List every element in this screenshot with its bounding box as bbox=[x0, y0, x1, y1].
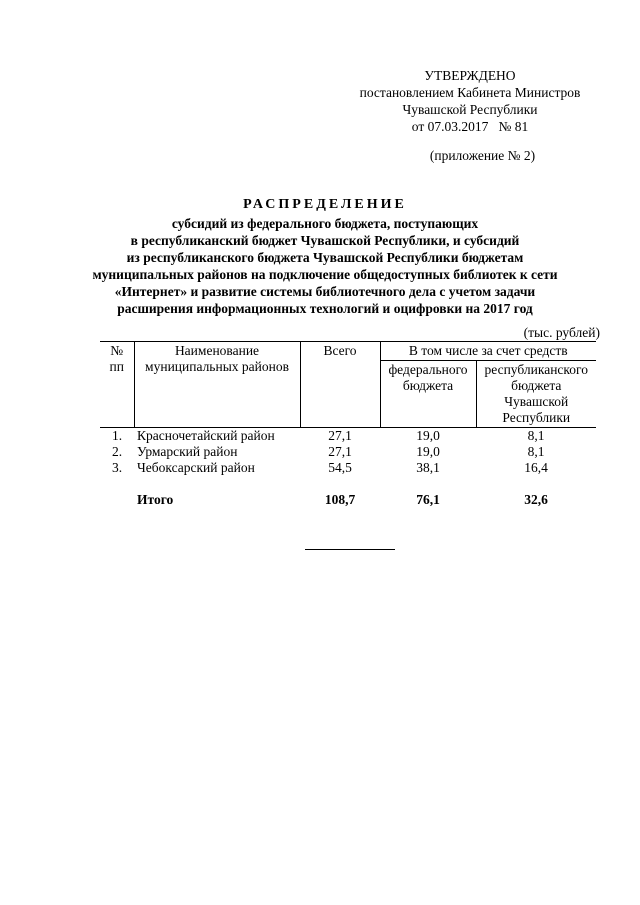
table-row bbox=[100, 444, 596, 460]
header-republic-budget: республиканского бюджета Чувашской Республики bbox=[476, 361, 596, 428]
row-total: 54,5 bbox=[328, 460, 352, 475]
header-number: № пп bbox=[100, 342, 134, 428]
row-republic: 8,1 bbox=[527, 444, 545, 459]
header-funding-sources: В том числе за счет средств bbox=[380, 342, 596, 361]
total-sum: 108,7 bbox=[324, 492, 356, 507]
approval-block bbox=[340, 67, 600, 135]
row-federal: 19,0 bbox=[416, 428, 440, 443]
title-line: из республиканского бюджета Чувашской Республики бюджетам bbox=[126, 250, 524, 265]
title-line: «Интернет» и развитие системы библиотечного дела с учетом задачи bbox=[114, 284, 536, 299]
row-republic: 16,4 bbox=[524, 460, 548, 475]
header-federal-budget: федерального бюджета bbox=[380, 361, 476, 428]
row-total: 27,1 bbox=[328, 444, 352, 459]
row-federal: 38,1 bbox=[416, 460, 440, 475]
appendix-note: (приложение № 2) bbox=[429, 148, 536, 163]
total-federal: 76,1 bbox=[416, 492, 440, 507]
row-number: 3. bbox=[111, 460, 123, 475]
document-title bbox=[70, 196, 580, 317]
title-heading: РАСПРЕДЕЛЕНИЕ bbox=[243, 197, 407, 212]
total-republic: 32,6 bbox=[524, 492, 548, 507]
approval-date-number: от 07.03.2017 № 81 bbox=[411, 119, 529, 134]
row-number: 1. bbox=[111, 428, 123, 443]
approval-status: УТВЕРЖДЕНО bbox=[424, 68, 516, 83]
approval-republic: Чувашской Республики bbox=[402, 102, 538, 117]
header-total: Всего bbox=[300, 342, 380, 428]
row-republic: 8,1 bbox=[527, 428, 545, 443]
total-row bbox=[100, 492, 596, 508]
row-district: Урмарский район bbox=[137, 444, 238, 459]
closing-rule bbox=[305, 549, 395, 550]
row-total: 27,1 bbox=[328, 428, 352, 443]
row-number: 2. bbox=[111, 444, 123, 459]
header-district-name: Наименование муниципальных районов bbox=[134, 342, 300, 428]
row-district: Красночетайский район bbox=[137, 428, 275, 443]
table-row bbox=[100, 460, 596, 476]
table-row bbox=[100, 428, 596, 445]
title-line: субсидий из федерального бюджета, поступающих bbox=[171, 216, 479, 231]
row-federal: 19,0 bbox=[416, 444, 440, 459]
total-label: Итого bbox=[137, 492, 174, 507]
title-line: в республиканский бюджет Чувашской Республики, и субсидий bbox=[130, 233, 520, 248]
title-line: расширения информационных технологий и оцифровки на 2017 год bbox=[117, 301, 533, 316]
unit-label: (тыс. рублей) bbox=[523, 325, 600, 340]
title-line: муниципальных районов на подключение общедоступных библиотек к сети bbox=[92, 267, 558, 282]
approval-authority: постановлением Кабинета Министров bbox=[359, 85, 581, 100]
distribution-table bbox=[100, 341, 596, 508]
row-district: Чебоксарский район bbox=[137, 460, 255, 475]
